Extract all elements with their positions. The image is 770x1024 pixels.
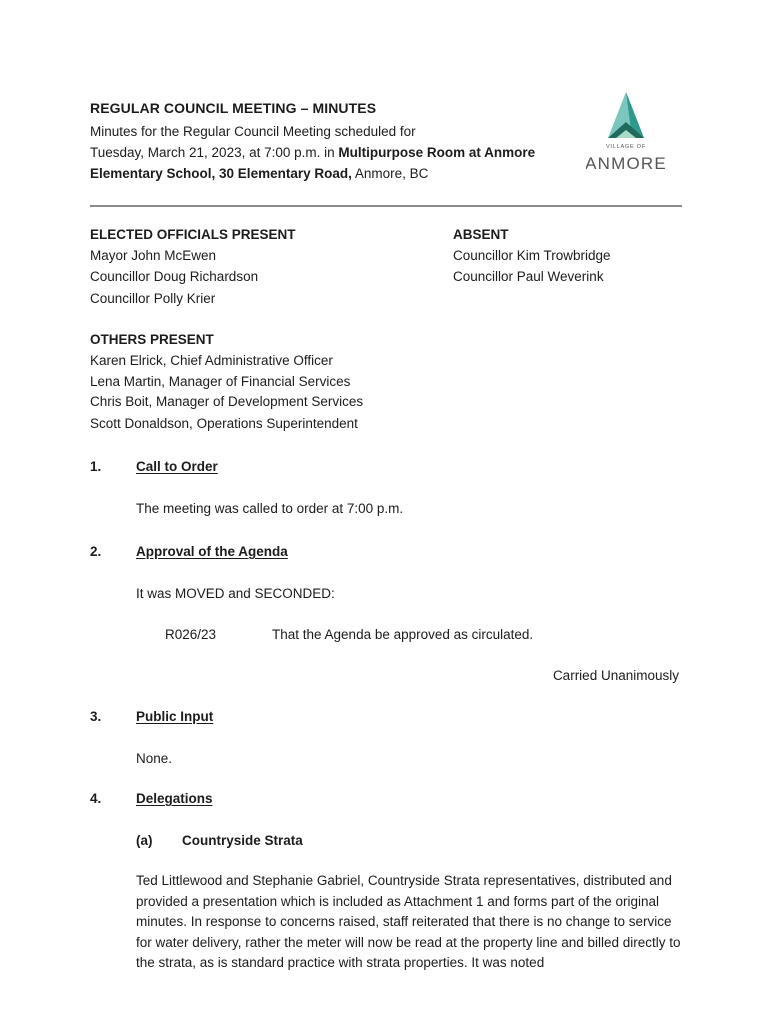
header-line-1: Minutes for the Regular Council Meeting scheduled for xyxy=(90,124,416,139)
section-number: 2. xyxy=(90,544,102,559)
header-line-3 xyxy=(90,163,428,184)
subsection-label: (a) xyxy=(136,833,153,848)
header-line-3-plain: Anmore, BC xyxy=(351,166,429,181)
present-member: Councillor Polly Krier xyxy=(90,291,216,306)
logo-big-text: ANMORE xyxy=(586,154,666,173)
header-address: Elementary School, 30 Elementary Road, xyxy=(90,166,352,181)
page-title: REGULAR COUNCIL MEETING – MINUTES xyxy=(90,100,377,116)
staff-member: Karen Elrick, Chief Administrative Officer xyxy=(90,353,333,368)
subsection-title: Countryside Strata xyxy=(182,833,303,848)
motion-result: Carried Unanimously xyxy=(552,668,679,683)
section-heading-public-input: Public Input xyxy=(136,709,214,724)
absent-member: Councillor Kim Trowbridge xyxy=(453,248,611,263)
call-to-order-text: The meeting was called to order at 7:00 p.m. xyxy=(136,501,404,516)
present-member: Councillor Doug Richardson xyxy=(90,269,259,284)
mountain-logo-icon xyxy=(586,92,666,176)
header-location: Multipurpose Room at Anmore xyxy=(338,145,536,160)
delegation-paragraph: Ted Littlewood and Stephanie Gabriel, Countryside Strata representatives, distributed and provided a presentation which is included as Attachment 1 and forms part of the original minutes. In response to concerns raised, staff reiterated that there is no change to service for water delivery, rather the meter will now be read at the property line and billed directly to the strata, as is standard practice with strata properties. It was noted xyxy=(136,873,681,970)
resolution-text: That the Agenda be approved as circulated. xyxy=(272,627,534,642)
staff-member: Scott Donaldson, Operations Superintendent xyxy=(90,416,358,431)
header-line-2 xyxy=(90,142,535,163)
village-of-anmore-logo xyxy=(586,92,666,176)
section-heading-call-to-order: Call to Order xyxy=(136,459,218,474)
section-heading-delegations: Delegations xyxy=(136,791,213,806)
header-divider xyxy=(90,205,682,207)
elected-officials-heading: ELECTED OFFICIALS PRESENT xyxy=(90,227,296,242)
absent-member: Councillor Paul Weverink xyxy=(453,269,604,284)
section-number: 3. xyxy=(90,709,102,724)
section-number: 1. xyxy=(90,459,102,474)
staff-member: Chris Boit, Manager of Development Services xyxy=(90,394,364,409)
motion-text: It was MOVED and SECONDED: xyxy=(136,586,335,601)
staff-member: Lena Martin, Manager of Financial Services xyxy=(90,374,351,389)
others-present-heading: OTHERS PRESENT xyxy=(90,332,214,347)
absent-heading: ABSENT xyxy=(453,227,509,242)
present-member: Mayor John McEwen xyxy=(90,248,217,263)
section-number: 4. xyxy=(90,791,102,806)
logo-small-text: VILLAGE OF xyxy=(605,144,647,150)
section-heading-approval-agenda: Approval of the Agenda xyxy=(136,544,288,559)
public-input-text: None. xyxy=(136,751,173,766)
resolution-number: R026/23 xyxy=(165,627,217,642)
header-line-2-plain: Tuesday, March 21, 2023, at 7:00 p.m. in xyxy=(90,145,339,160)
